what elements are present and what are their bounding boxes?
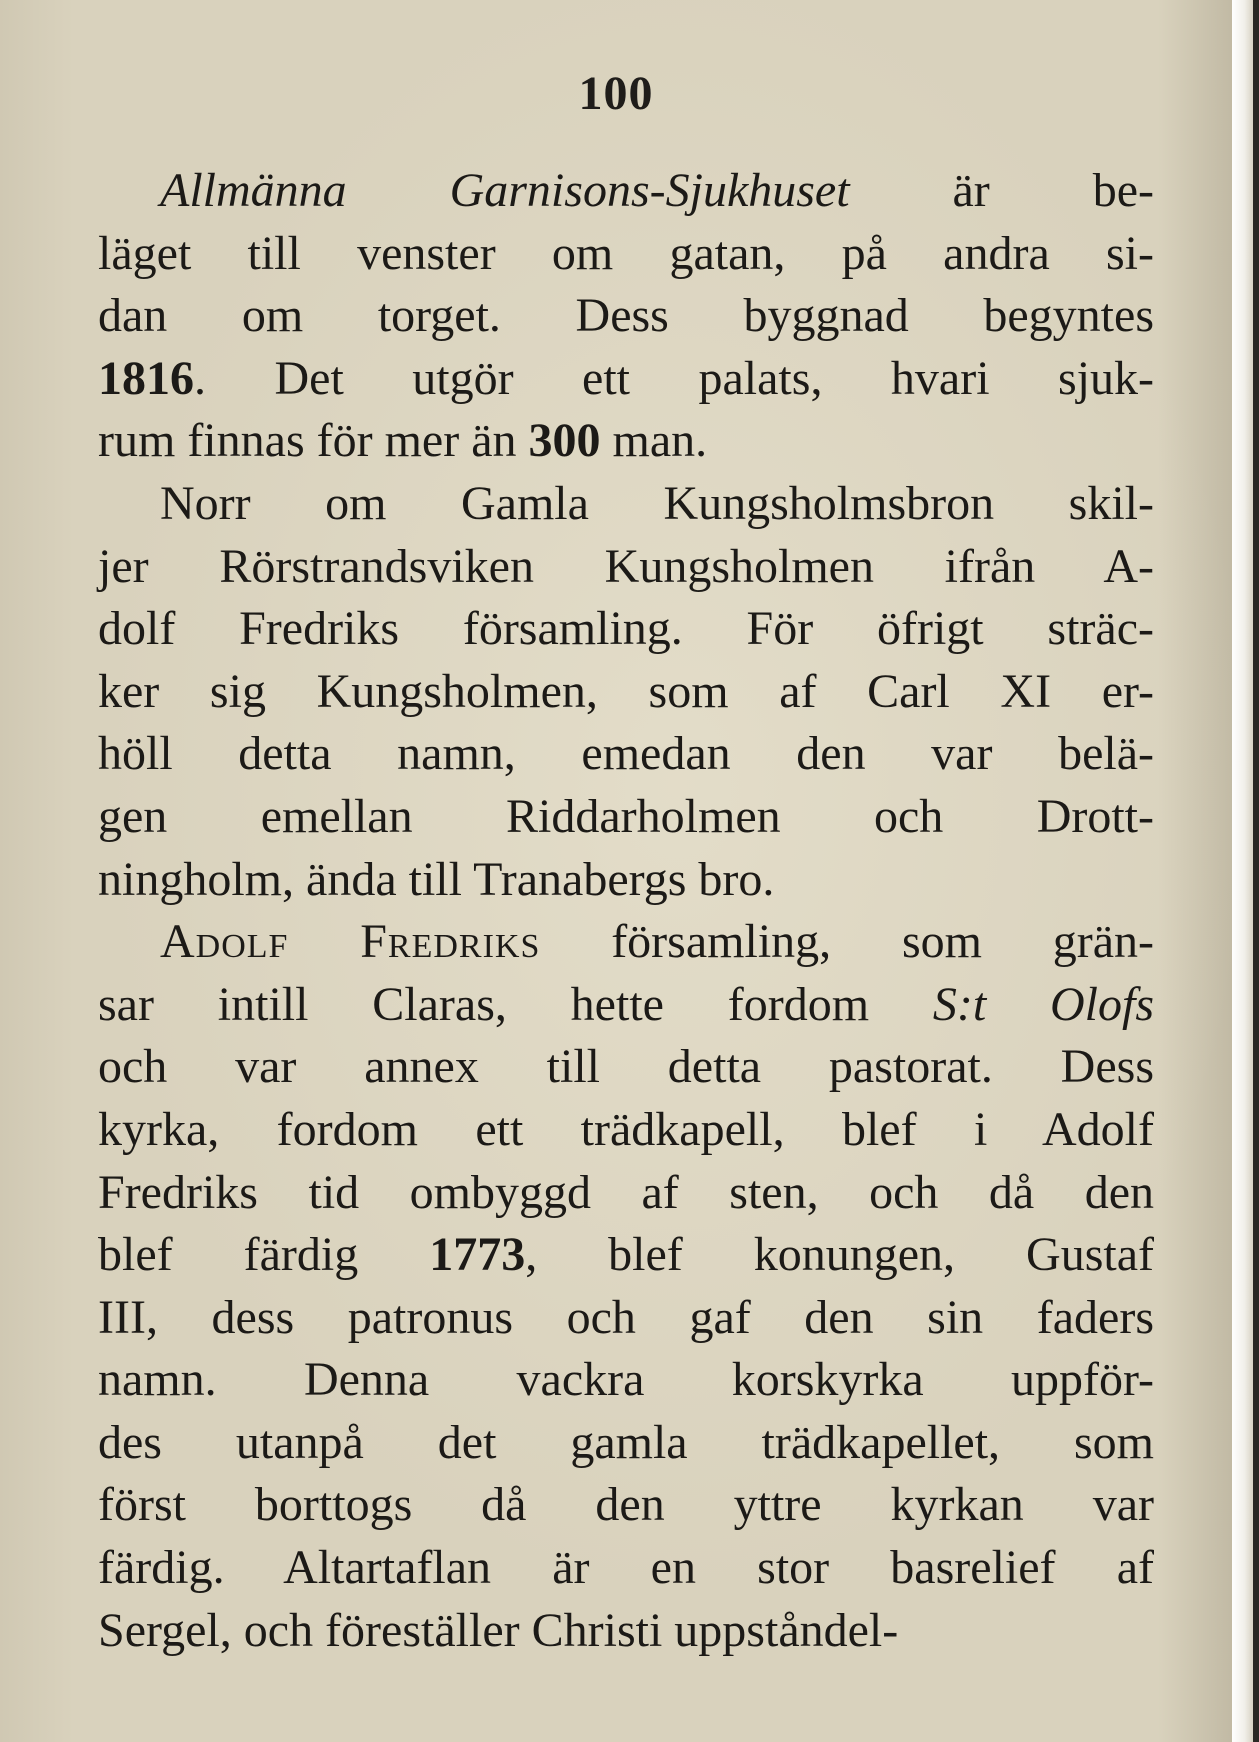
text-line <box>98 849 1154 912</box>
text-line <box>98 473 1154 536</box>
page-body-text <box>98 160 1154 1662</box>
text-segment: Sergel, och föreställer Christi uppståndel- <box>98 1603 899 1657</box>
text-line <box>98 410 1154 473</box>
text-line <box>98 974 1154 1037</box>
text-segment: gen emellan Riddarholmen och Drott- <box>98 789 1154 843</box>
text-line <box>98 1099 1154 1162</box>
text-segment: kyrka, fordom ett trädkapell, blef i Adolf <box>98 1102 1154 1156</box>
text-segment: och var annex till detta pastorat. Dess <box>98 1040 1154 1094</box>
text-segment: Adolf Fredriks <box>160 915 541 969</box>
text-line <box>98 1412 1154 1475</box>
text-segment: blef färdig <box>98 1228 430 1282</box>
paragraph <box>98 473 1154 911</box>
text-line <box>98 723 1154 786</box>
text-line <box>98 285 1154 348</box>
text-segment: Allmänna Garnisons-Sjukhuset <box>160 164 850 217</box>
text-segment: höll detta namn, emedan den var belä- <box>98 727 1154 781</box>
page-number: 100 <box>578 67 654 120</box>
text-segment: församling, som grän- <box>540 915 1155 969</box>
text-line <box>98 598 1154 661</box>
text-segment: 1816 <box>98 351 194 405</box>
text-line <box>98 223 1154 286</box>
text-line <box>98 1036 1154 1099</box>
page-edge-light <box>1232 0 1253 1742</box>
text-line <box>98 536 1154 599</box>
paragraph <box>98 911 1154 1662</box>
text-segment: . Det utgör ett palats, hvari sjuk- <box>194 351 1154 405</box>
page-edge-shadow <box>1253 0 1259 1742</box>
text-segment: först borttogs då den yttre kyrkan var <box>98 1478 1154 1532</box>
text-segment: des utanpå det gamla trädkapellet, som <box>98 1415 1154 1469</box>
text-segment: III, dess patronus och gaf den sin faders <box>98 1290 1154 1344</box>
text-line <box>98 348 1154 411</box>
text-line <box>98 1287 1154 1350</box>
text-segment: rum finnas för mer än <box>98 414 529 468</box>
text-segment: man. <box>600 414 708 468</box>
text-line <box>98 1474 1154 1537</box>
text-segment: , blef konungen, Gustaf <box>525 1228 1155 1282</box>
paragraph <box>98 160 1154 473</box>
text-line <box>98 160 1154 223</box>
text-line <box>98 1349 1154 1412</box>
text-line <box>98 786 1154 849</box>
text-segment: S:t Olofs <box>932 977 1154 1031</box>
text-segment: Fredriks tid ombyggd af sten, och då den <box>98 1165 1154 1219</box>
text-line <box>98 1537 1154 1600</box>
text-line <box>98 661 1154 724</box>
text-line <box>98 1162 1154 1225</box>
text-line <box>98 911 1154 974</box>
text-line <box>98 1600 1154 1663</box>
text-segment: 1773 <box>429 1228 526 1282</box>
text-segment: Norr om Gamla Kungsholmsbron skil- <box>160 476 1154 530</box>
text-line <box>98 1224 1154 1287</box>
text-segment: ningholm, ända till Tranabergs bro. <box>98 852 775 906</box>
text-segment: ker sig Kungsholmen, som af Carl XI er- <box>98 664 1154 718</box>
text-segment: läget till venster om gatan, på andra si- <box>98 226 1154 280</box>
text-segment: 300 <box>528 414 601 468</box>
text-segment: är be- <box>849 164 1155 217</box>
text-segment: jer Rörstrandsviken Kungsholmen ifrån A- <box>98 539 1154 593</box>
text-segment: namn. Denna vackra korskyrka uppför- <box>98 1353 1154 1407</box>
text-segment: sar intill Claras, hette fordom <box>98 977 933 1031</box>
text-segment: färdig. Altartaflan är en stor basrelief af <box>98 1541 1154 1595</box>
text-segment: dolf Fredriks församling. För öfrigt sträc- <box>98 602 1154 656</box>
text-segment: dan om torget. Dess byggnad begyntes <box>98 289 1154 343</box>
